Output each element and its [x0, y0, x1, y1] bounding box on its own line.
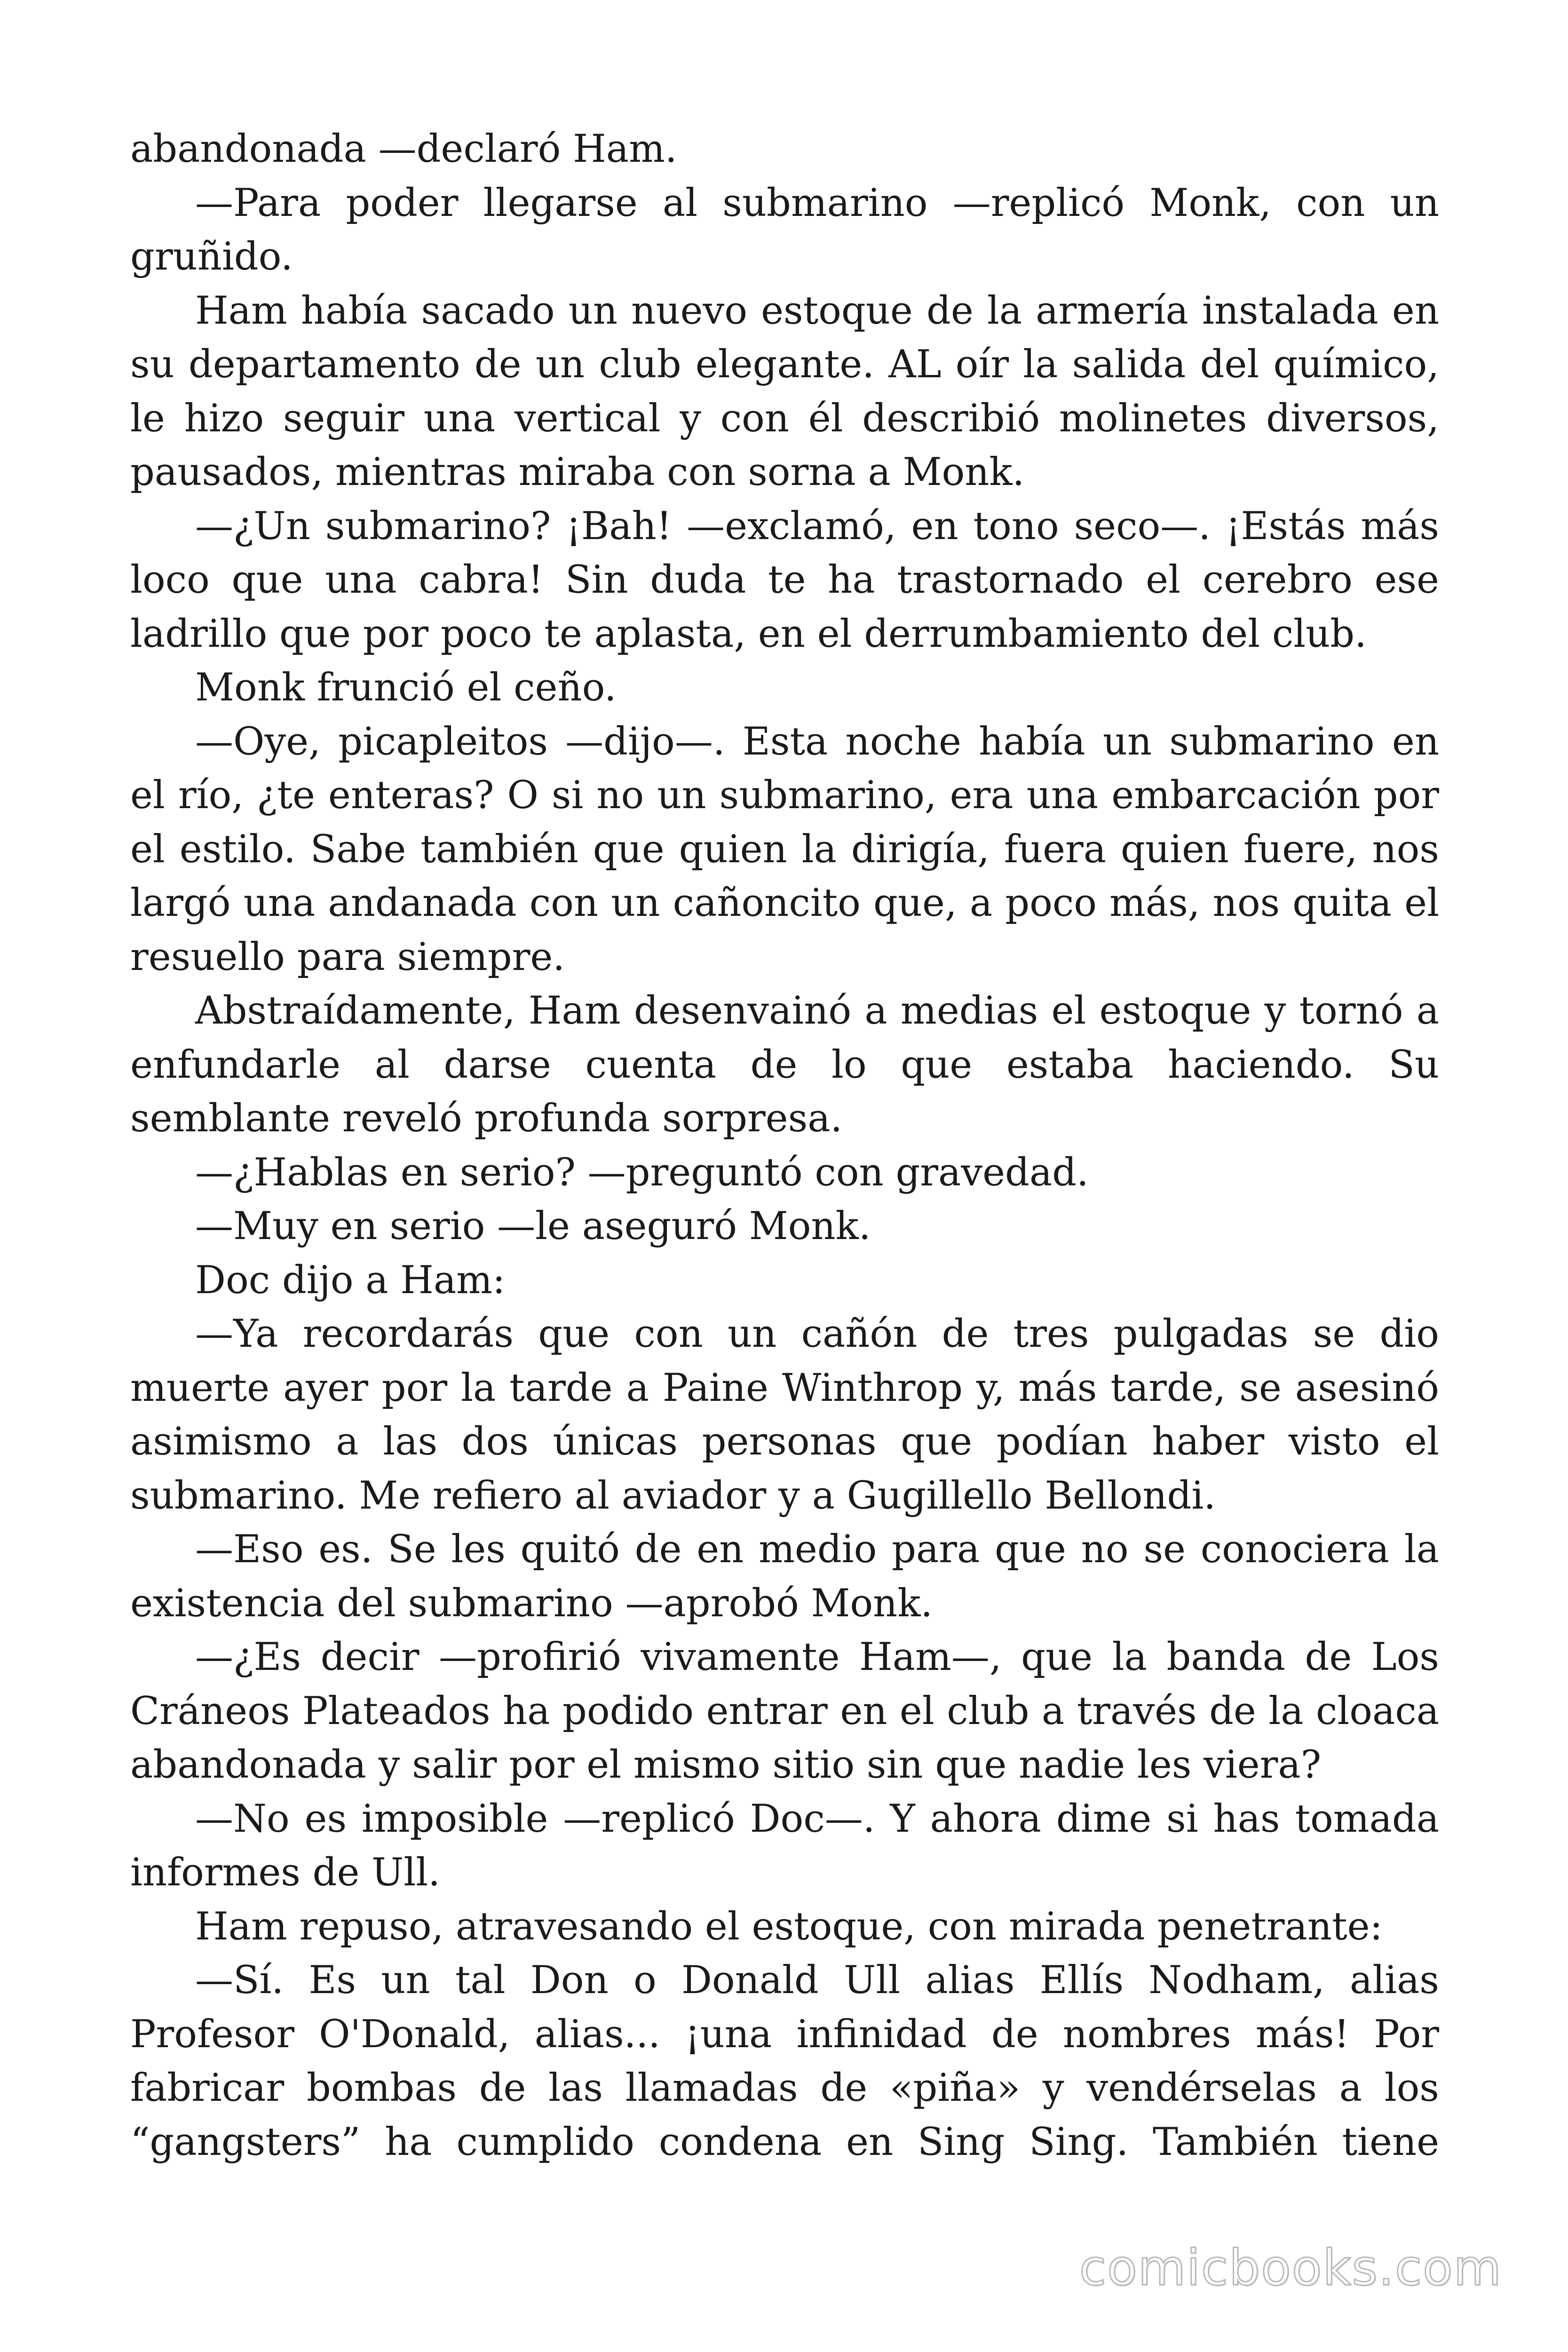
paragraph-4: —¿Un submarino? ¡Bah! —exclamó, en tono seco—. ¡Estás más loco que una cabra! Sin duda te ha trastornado el cerebro ese ladrillo que por poco te aplasta, en el derrumbamiento del club. — [130, 504, 1439, 656]
page-body — [130, 122, 1439, 2169]
paragraph-5: Monk frunció el ceño. — [195, 666, 617, 710]
paragraph-10: Doc dijo a Ham: — [195, 1258, 506, 1303]
paragraph-16: —Sí. Es un tal Don o Donald Ull alias Ellís Nodham, alias Profesor O'Donald, alias... ¡una infinidad de nombres más! Por fabricar bombas de las llamadas de «piña» y vendérselas a los “gangsters” ha cumplido condena en Sing Sing. También tiene — [130, 1958, 1439, 2164]
paragraph-12: —Eso es. Se les quitó de en medio para que no se conociera la existencia del submarino —aprobó Monk. — [130, 1527, 1439, 1626]
paragraph-11: —Ya recordarás que con un cañón de tres pulgadas se dio muerte ayer por la tarde a Paine Winthrop y, más tarde, se asesinó asimismo a las dos únicas personas que podían haber visto el submarino. Me refiero al aviador y a Gugillello Bellondi. — [130, 1312, 1439, 1518]
paragraph-15: Ham repuso, atravesando el estoque, con mirada penetrante: — [195, 1904, 1383, 1949]
paragraph-6: —Oye, picapleitos —dijo—. Esta noche había un submarino en el río, ¿te enteras? O si no un submarino, era una embarcación por el estilo. Sabe también que quien la dirigía, fuera quien fuere, nos largó una andanada con un cañoncito que, a poco más, nos quita el resuello para siempre. — [130, 719, 1439, 979]
watermark-logo: comicbooks.com — [1079, 2239, 1502, 2296]
paragraph-7: Abstraídamente, Ham desenvainó a medias el estoque y tornó a enfundarle al darse cuenta de lo que estaba haciendo. Su semblante reveló profunda sorpresa. — [130, 989, 1439, 1141]
paragraph-8: —¿Hablas en serio? —preguntó con gravedad. — [195, 1150, 1089, 1195]
paragraph-1: abandonada —declaró Ham. — [130, 127, 677, 171]
paragraph-13: —¿Es decir —profirió vivamente Ham—, que la banda de Los Cráneos Plateados ha podido entrar en el club a través de la cloaca abandonada y salir por el mismo sitio sin que nadie les viera? — [130, 1635, 1439, 1787]
paragraph-3: Ham había sacado un nuevo estoque de la armería instalada en su departamento de un club elegante. AL oír la salida del químico, le hizo seguir una vertical y con él describió molinetes diversos, pausados, mientras miraba con sorna a Monk. — [130, 288, 1439, 494]
paragraph-14: —No es imposible —replicó Doc—. Y ahora dime si has tomada informes de Ull. — [130, 1796, 1439, 1895]
paragraph-9: —Muy en serio —le aseguró Monk. — [195, 1204, 871, 1248]
paragraph-2: —Para poder llegarse al submarino —replicó Monk, con un gruñido. — [130, 181, 1439, 279]
